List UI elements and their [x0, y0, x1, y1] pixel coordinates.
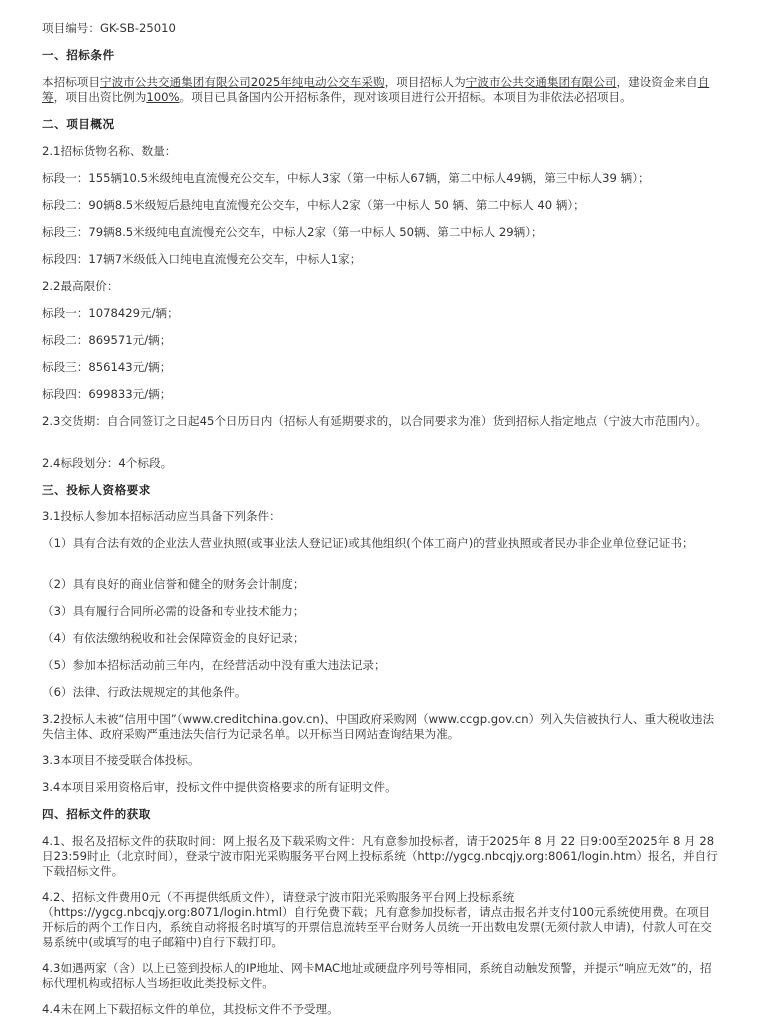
- credit-check-paragraph: 3.2投标人未被“信用中国”（www.creditchina.gov.cn)、中国政府采购网（www.ccgp.gov.cn）列入失信被执行人、重大税收违法失信主体、政府采购严重违法失信行为记录名单。以开标当日网站查询结果为准。: [42, 712, 715, 741]
- max-price-item: 标段二：869571元/辆；: [42, 333, 172, 347]
- lot-item: 标段四：17辆7米级低入口纯电直流慢充公交车，中标人1家；: [42, 252, 362, 266]
- funding-source: 自筹: [42, 75, 710, 104]
- section-heading-obtaining-documents: 四、招标文件的获取: [42, 807, 151, 821]
- funding-ratio: 100%: [146, 90, 180, 104]
- qualification-condition: （4）有依法缴纳税收和社会保障资金的良好记录；: [42, 631, 305, 645]
- qualification-condition: （6）法律、行政法规规定的其他条件。: [42, 685, 247, 699]
- max-price-label: 2.2最高限价：: [42, 279, 119, 293]
- no-consortium-paragraph: 3.3本项目不接受联合体投标。: [42, 753, 200, 767]
- lot-item: 标段一：155辆10.5米级纯电直流慢充公交车，中标人3家（第一中标人67辆，第二中标人49辆，第三中标人39 辆）；: [42, 171, 650, 185]
- bidding-conditions-paragraph: 本招标项目宁波市公共交通集团有限公司2025年纯电动公交车采购，项目招标人为宁波市公共交通集团有限公司，建设资金来自自筹，项目出资比例为100%。项目已具备国内公开招标条件，现对该项目进行公开招标。本项目为非依法必招项目。: [42, 75, 710, 104]
- project-number-value: GK-SB-25010: [99, 21, 176, 35]
- duplicate-ip-warning-paragraph: 4.3如遇两家（含）以上已签到投标人的IP地址、网卡MAC地址或硬盘序列号等相同，系统自动触发预警，并提示“响应无效”的，招标代理机构或招标人当场拒收此类投标文件。: [42, 961, 712, 990]
- max-price-item: 标段一：1078429元/辆；: [42, 306, 179, 320]
- project-name: 宁波市公共交通集团有限公司2025年纯电动公交车采购: [99, 75, 385, 89]
- post-qualification-paragraph: 3.4本项目采用资格后审，投标文件中提供资格要求的所有证明文件。: [42, 780, 397, 794]
- section-heading-bidder-qualifications: 三、投标人资格要求: [42, 483, 151, 497]
- lot-division: 2.4标段划分：4个标段。: [42, 456, 173, 470]
- registration-paragraph: 4.1、报名及招标文件的获取时间：网上报名及下载采购文件：凡有意参加投标者，请于2025年 8 月 22 日9:00至2025年 8 月 28 日23:59时止（北京时间），登录宁波市阳光采购服务平台网上投标系统（http://ygcg.nbcqjy.org:8061/login.htm）报名，并自行下载招标文件。: [42, 834, 718, 878]
- tenderer-name: 宁波市公共交通集团有限公司: [465, 75, 617, 89]
- document-fee-paragraph: 4.2、招标文件费用0元（不再提供纸质文件），请登录宁波市阳光采购服务平台网上投标系统（https://ygcg.nbcqjy.org:8071/login.html）自行免费下载；凡有意参加投标者，请点击报名并支付100元系统使用费。在项目开标后的两个工作日内，系统自动将报名时填写的开票信息流转至平台财务人员统一开出数电发票(无须付款人申请)，付款人可在交易系统中(或填写的电子邮箱中)自行下载打印。: [42, 890, 712, 949]
- goods-label: 2.1招标货物名称、数量：: [42, 144, 177, 158]
- delivery-period: 2.3交货期：自合同签订之日起45个日历日内（招标人有延期要求的，以合同要求为准）货到招标人指定地点（宁波大市范围内）。: [42, 414, 708, 428]
- section-heading-bidding-conditions: 一、招标条件: [42, 48, 115, 62]
- qualification-condition: （2）具有良好的商业信誉和健全的财务会计制度；: [42, 577, 305, 591]
- qualification-condition: （5）参加本招标活动前三年内，在经营活动中没有重大违法记录；: [42, 658, 386, 672]
- download-requirement-paragraph: 4.4未在网上下载招标文件的单位，其投标文件不予受理。: [42, 1002, 339, 1016]
- section-heading-project-overview: 二、项目概况: [42, 117, 115, 131]
- project-number: 项目编号：GK-SB-25010: [42, 21, 176, 35]
- max-price-item: 标段四：699833元/辆；: [42, 387, 172, 401]
- qualification-condition: （3）具有履行合同所必需的设备和专业技术能力；: [42, 604, 305, 618]
- qualification-intro: 3.1投标人参加本招标活动应当具备下列条件：: [42, 509, 281, 523]
- qualification-condition: （1）具有合法有效的企业法人营业执照(或事业法人登记证)或其他组织(个体工商户)的营业执照或者民办非企业单位登记证书；: [42, 536, 694, 550]
- lot-item: 标段二：90辆8.5米级短后悬纯电直流慢充公交车，中标人2家（第一中标人 50 辆、第二中标人 40 辆）；: [42, 198, 585, 212]
- max-price-item: 标段三：856143元/辆；: [42, 360, 172, 374]
- lot-item: 标段三：79辆8.5米级纯电直流慢充公交车，中标人2家（第一中标人 50辆、第二中标人 29辆）；: [42, 225, 543, 239]
